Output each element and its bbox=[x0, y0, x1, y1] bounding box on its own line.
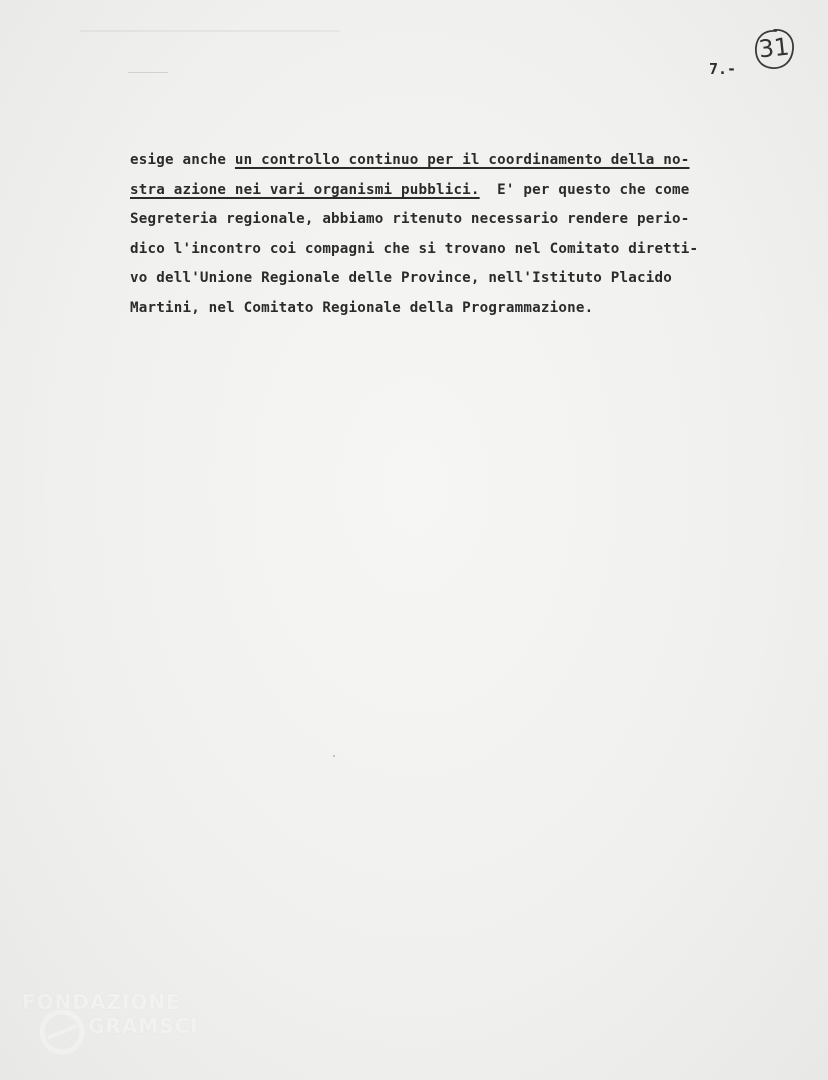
watermark-line1: FONDAZIONE bbox=[22, 990, 181, 1014]
paper-speck bbox=[333, 755, 335, 757]
text-segment: E' per questo che come bbox=[479, 181, 690, 198]
text-line bbox=[130, 264, 770, 294]
text-line bbox=[130, 294, 770, 324]
foundation-logo-icon bbox=[38, 1008, 86, 1056]
text-line bbox=[130, 235, 770, 265]
text-segment: Segreteria regionale, abbiamo ritenuto necessario rendere perio- bbox=[130, 211, 690, 228]
typed-paragraph bbox=[130, 146, 770, 324]
archive-watermark bbox=[8, 990, 218, 1070]
text-segment: vo dell'Unione Regionale delle Province, nell'Istituto Placido bbox=[130, 270, 672, 287]
text-segment: esige anche bbox=[130, 152, 235, 168]
page-number: 7.- bbox=[709, 60, 737, 78]
folio-stamp bbox=[752, 27, 796, 71]
watermark-line2: GRAMSCI bbox=[88, 1014, 199, 1038]
underlined-text: stra azione nei vari organismi pubblici. bbox=[130, 181, 480, 198]
text-line bbox=[130, 205, 770, 235]
text-segment: Martini, nel Comitato Regionale della Programmazione. bbox=[130, 299, 594, 316]
underlined-text: un controllo continuo per il coordinamento della no- bbox=[234, 152, 690, 168]
text-line bbox=[130, 146, 770, 176]
text-line bbox=[130, 176, 770, 206]
folio-number: 31 bbox=[757, 32, 791, 64]
text-segment: dico l'incontro coi compagni che si trovano nel Comitato diretti- bbox=[130, 240, 699, 257]
bleed-through-marks bbox=[80, 0, 340, 32]
bleed-through-dash bbox=[128, 72, 168, 73]
